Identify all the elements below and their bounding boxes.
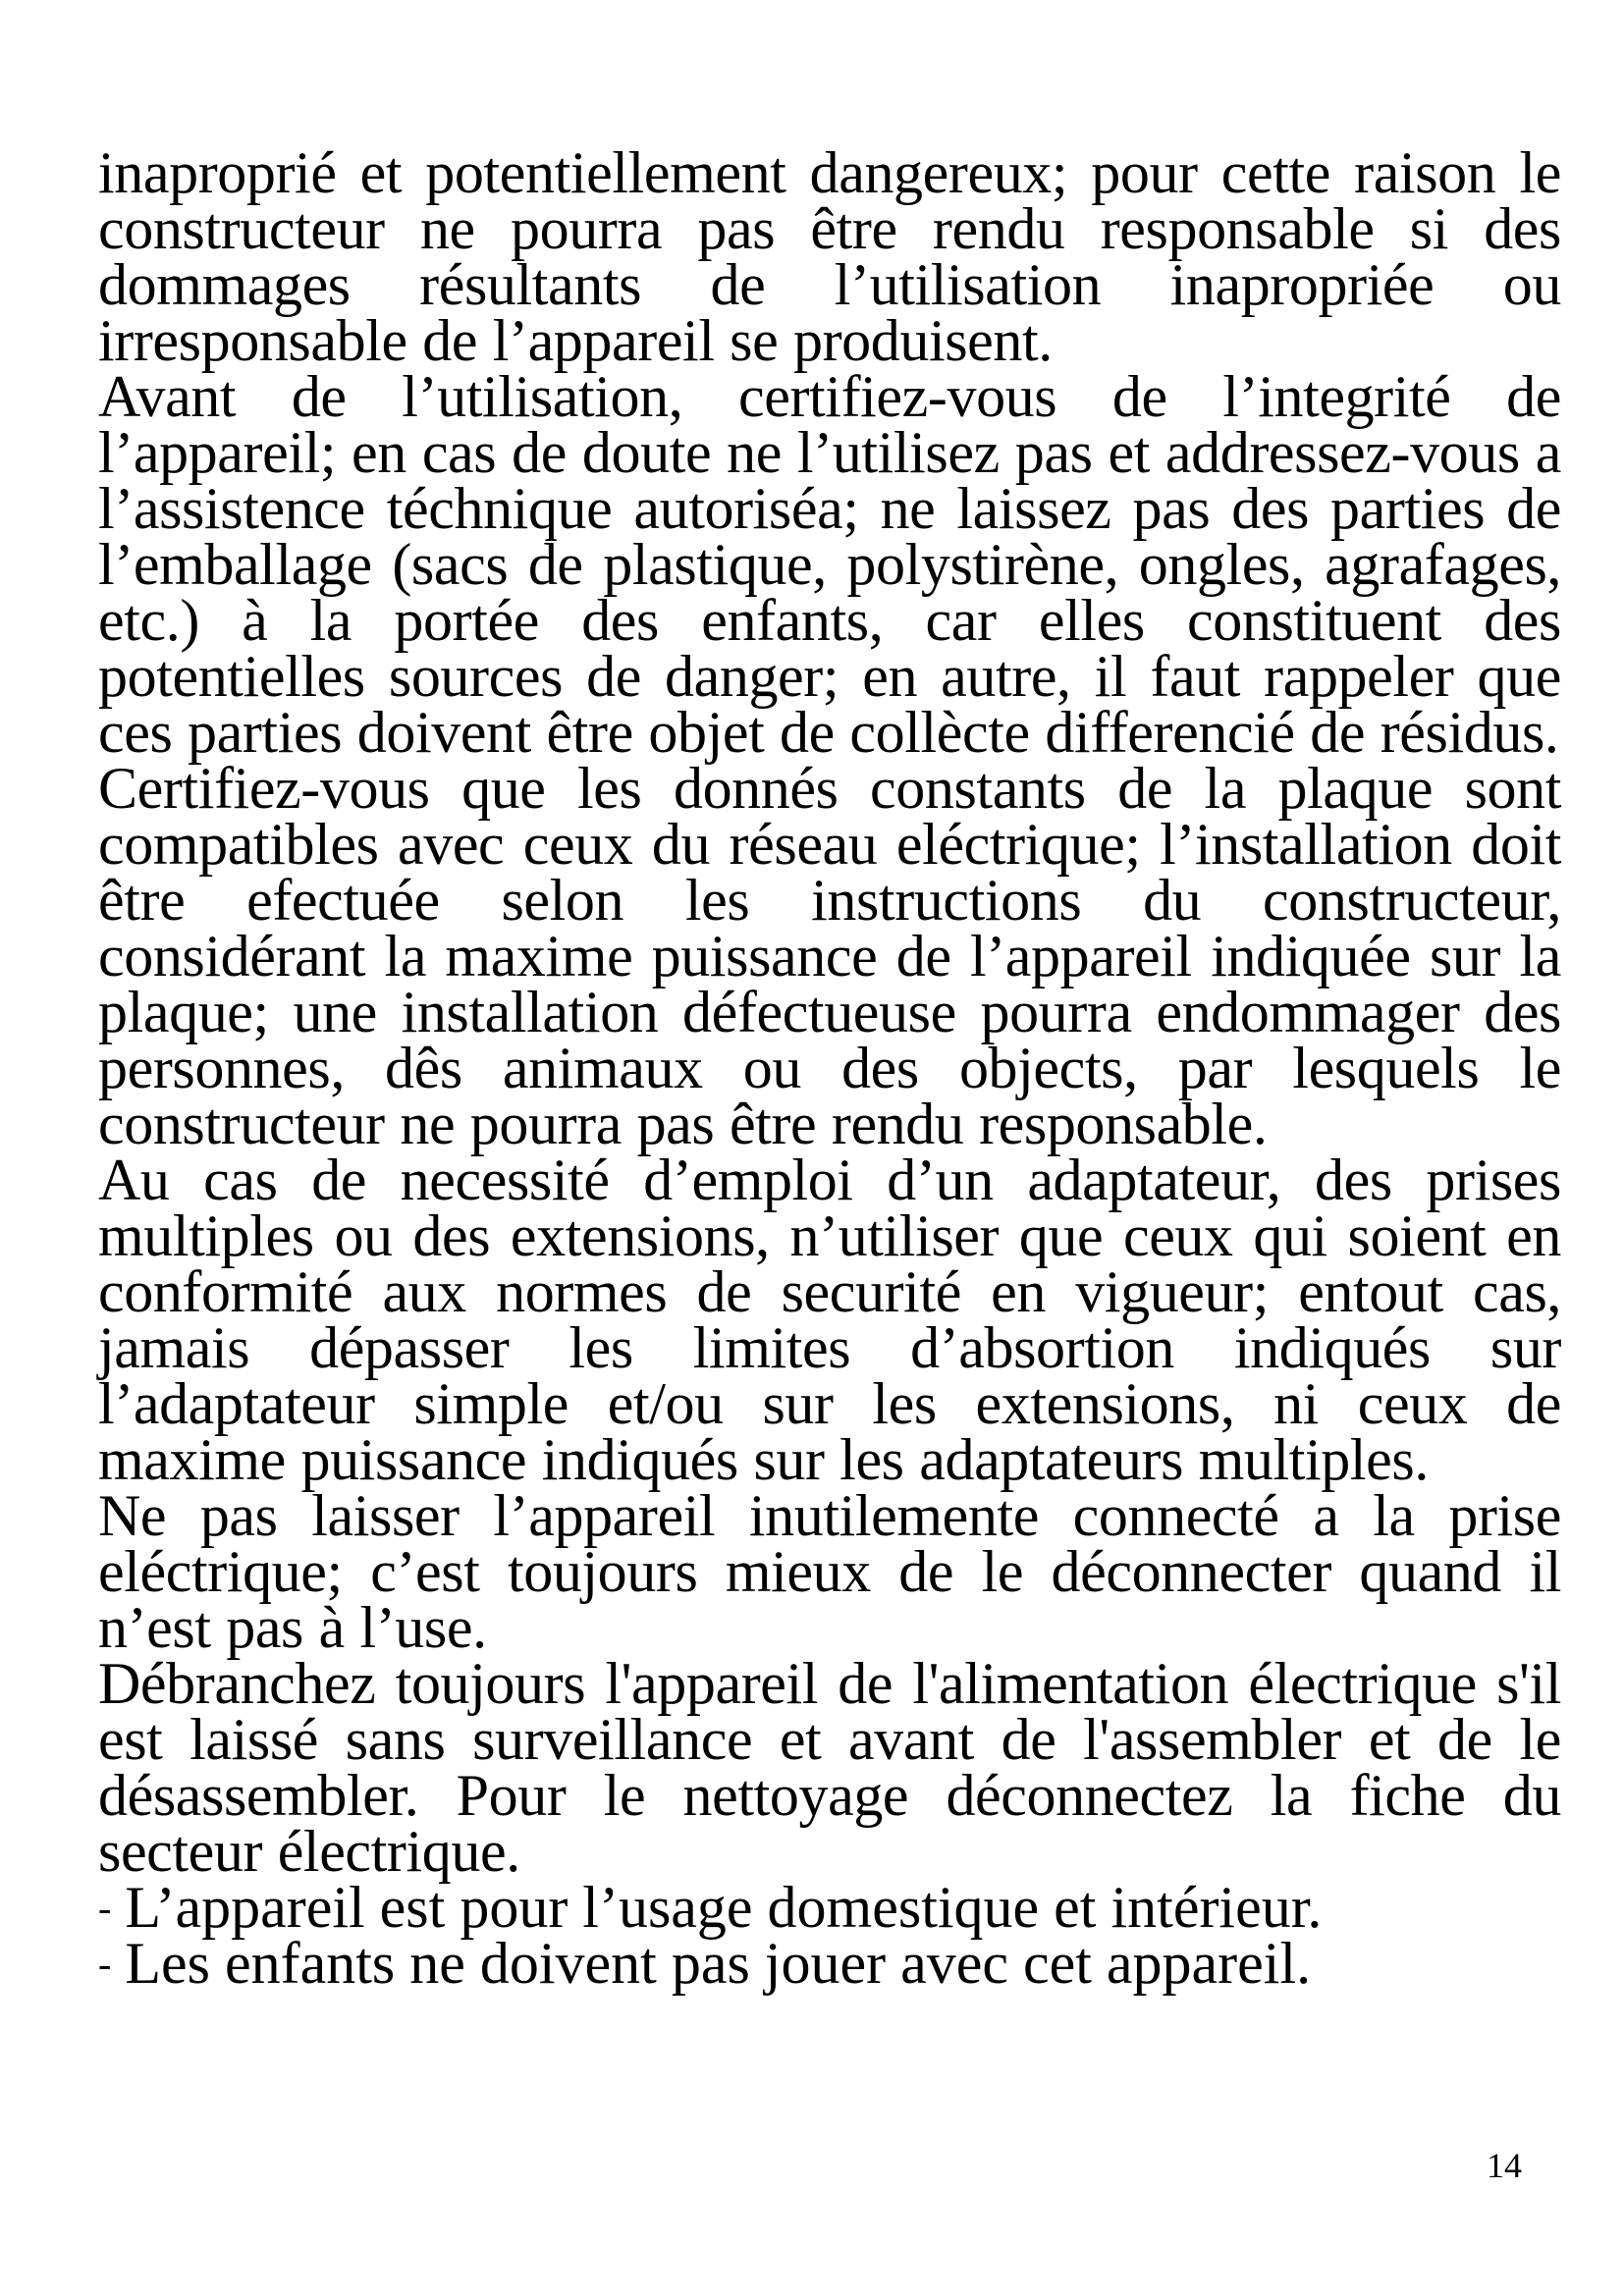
list-dash: - [98,1942,112,1986]
paragraph-misuse-liability: inaproprié et potentiellement dangereux; pour cette raison le constructeur ne pourra pas être rendu responsable si des dommages résultants de l’utilisation inapropriée ou irresponsable de l’appareil se produisent. [98,140,1561,373]
list-item-text: Les enfants ne doivent pas jouer avec cet appareil. [125,1931,1312,1996]
page-body [98,140,1561,1996]
list-item-children [98,1931,1561,1996]
list-item-domestic-use [98,1875,1561,1940]
paragraph-adapters: Au cas de necessité d’emploi d’un adaptateur, des prises multiples ou des extensions, n’utiliser que ceux qui soient en conformité aux normes de securité en vigueur; entout cas, jamais dépasser les limites d’absortion indiqués sur l’adaptateur simple et/ou sur les extensions, ni ceux de maxime puissance indiqués sur les adaptateurs multiples. [98,1148,1561,1492]
paragraph-rating-plate: Certifiez-vous que les donnés constants de la plaque sont compatibles avec ceux du réseau eléctrique; l’installation doit être efectuée selon les instructions du constructeur, considérant la maxime puissance de l’appareil indiquée sur la plaque; une installation défectueuse pourra endommager des personnes, dês animaux ou des objects, par lesquels le constructeur ne pourra pas être rendu responsable. [98,756,1561,1156]
paragraph-disconnect: Ne pas laisser l’appareil inutilemente connecté a la prise eléctrique; c’est toujours mieux de le déconnecter quand il n’est pas à l’use. [98,1483,1561,1660]
paragraph-integrity-check: Avant de l’utilisation, certifiez-vous de l’integrité de l’appareil; en cas de doute ne l’utilisez pas et addressez-vous a l’assistence téchnique autoriséa; ne laissez pas des parties de l’emballage (sacs de plastique, polystirène, ongles, agrafages, etc.) à la portée des enfants, car elles constituent des potentielles sources de danger; en autre, il faut rappeler que ces parties doivent être objet de collècte differencié de résidus. [98,364,1561,765]
page-number: 14 [1487,2146,1522,2185]
list-dash: - [98,1886,112,1930]
list-item-text: L’appareil est pour l’usage domestique et intérieur. [125,1875,1323,1940]
paragraph-unplug: Débranchez toujours l'appareil de l'alimentation électrique s'il est laissé sans surveillance et avant de l'assembler et de le désassembler. Pour le nettoyage déconnectez la fiche du secteur électrique. [98,1651,1561,1884]
